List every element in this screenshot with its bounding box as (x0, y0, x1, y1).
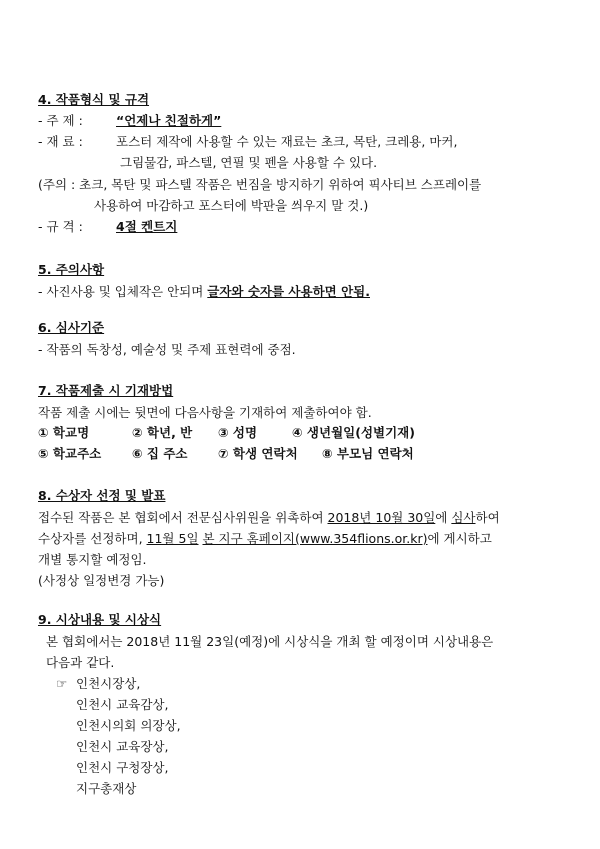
homepage-link[interactable]: 본 지구 홈페이지(www.354flions.or.kr) (202, 531, 428, 546)
announce-text-2a: 수상자를 선정하며, (38, 531, 147, 546)
theme-label: - 주 제 : (38, 113, 83, 128)
material-label: - 재 료 : (38, 134, 83, 149)
item-student-contact: ⑦ 학생 연락처 (218, 446, 298, 461)
award-item: 인천시 구청장상, (76, 760, 169, 775)
items-row-2 (38, 446, 414, 462)
material-line-1: 포스터 제작에 사용할 수 있는 재료는 초크, 목탄, 크레용, 마커, (116, 134, 458, 149)
item-parent-contact: ⑧ 부모님 연락처 (322, 446, 414, 461)
theme-row (38, 113, 221, 129)
caution-line (38, 284, 370, 300)
item-school-address: ⑤ 학교주소 (38, 446, 102, 461)
section-6-heading: 6. 심사기준 (38, 320, 105, 335)
award-item: 인천시의회 의장상, (76, 718, 181, 733)
caution-text: - 사진사용 및 입체작은 안되며 (38, 284, 208, 299)
theme-value: “언제나 친절하게” (116, 113, 222, 128)
size-row (38, 219, 177, 235)
announce-text-1a: 접수된 작품은 본 협회에서 전문심사위원을 위촉하여 (38, 510, 328, 525)
announce-text-1b: 에 (435, 510, 452, 525)
item-grade-class: ② 학년, 반 (132, 425, 193, 440)
section-9-heading: 9. 시상내용 및 시상식 (38, 612, 162, 627)
section-4-heading: 4. 작품형식 및 규격 (38, 92, 150, 107)
review-word: 심사 (451, 510, 476, 525)
size-label: - 규 격 : (38, 219, 83, 234)
announce-line-2 (38, 531, 492, 547)
announce-line-1 (38, 510, 500, 526)
items-row-1 (38, 425, 415, 441)
section-5-heading: 5. 주의사항 (38, 262, 105, 277)
award-item: 인천시장상, (76, 676, 141, 691)
item-school-name: ① 학교명 (38, 425, 90, 440)
schedule-note: (사정상 일정변경 가능) (38, 573, 165, 588)
item-birthdate: ④ 생년월일(성별기재) (292, 425, 415, 440)
review-date: 2018년 10월 30일 (327, 510, 436, 525)
caution-emphasis: 글자와 숫자를 사용하면 안됨. (207, 284, 370, 299)
ceremony-line-2: 다음과 같다. (46, 655, 115, 670)
announce-text-1d: 하여 (475, 510, 500, 525)
ceremony-line-1: 본 협회에서는 2018년 11월 23일(예정)에 시상식을 개최 할 예정이며 시상내용은 (46, 634, 494, 649)
section-7-heading: 7. 작품제출 시 기재방법 (38, 383, 174, 398)
item-name: ③ 성명 (218, 425, 258, 440)
award-item: 지구총재상 (76, 781, 137, 796)
section-8-heading: 8. 수상자 선정 및 발표 (38, 488, 166, 503)
item-home-address: ⑥ 집 주소 (132, 446, 188, 461)
announce-text-2d: 에 게시하고 (427, 531, 492, 546)
announce-line-3: 개별 통지할 예정임. (38, 552, 147, 567)
material-line-2: 그림물감, 파스텔, 연필 및 펜을 사용할 수 있다. (120, 155, 378, 170)
award-item: 인천시 교육감상, (76, 697, 169, 712)
material-row (38, 134, 457, 150)
award-row-1 (56, 676, 140, 692)
note-line-1: (주의 : 초크, 목탄 및 파스텔 작품은 번짐을 방지하기 위하여 픽사티브 스프레이를 (38, 177, 482, 192)
pointing-hand-icon: ☞ (56, 676, 68, 691)
criteria-line: - 작품의 독창성, 예술성 및 주제 표현력에 중점. (38, 342, 296, 357)
award-item: 인천시 교육장상, (76, 739, 169, 754)
size-value: 4절 켄트지 (116, 219, 178, 234)
note-line-2: 사용하여 마감하고 포스터에 박판을 씌우지 말 것.) (94, 198, 369, 213)
submission-intro: 작품 제출 시에는 뒷면에 다음사항을 기재하여 제출하여야 함. (38, 405, 372, 420)
announce-date: 11월 5일 (146, 531, 199, 546)
